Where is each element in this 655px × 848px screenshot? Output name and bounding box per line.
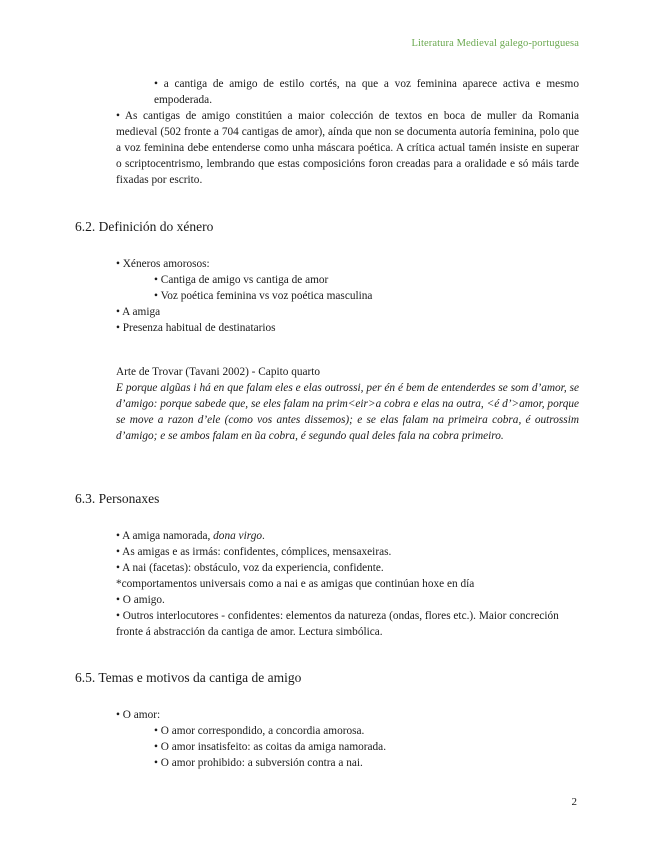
- list-item: • Outros interlocutores - confidentes: elementos da natureza (ondas, flores etc.). Maior concreción fronte á abstracción da cantiga de amor. Lectura simbólica.: [116, 610, 559, 638]
- section-6-2-list: [116, 256, 579, 336]
- page-number: 2: [571, 796, 577, 808]
- list-item: • O amigo.: [116, 594, 165, 606]
- section-6-5-list: [116, 707, 579, 771]
- list-item: • Presenza habitual de destinatarios: [116, 322, 276, 334]
- quote-text: E porque algũas i há en que falam eles e elas outrossi, per én é bem de entenderdes se som d’amor, se d’amigo: porque sabede que, se eles falam na prim<eir>a cobra e elas na outra, <é d’>amor, porque se move a razon d’ele (como vos antes dissemos); e se elas falam na primeira cobra, é outrossim d’amigo; e se ambos falam en ũa cobra, é segundo qual deles fala na cobra primeiro.: [116, 382, 579, 442]
- list-item: • O amor:: [116, 709, 161, 721]
- quote-block: [116, 364, 579, 444]
- list-item: • O amor correspondido, a concordia amorosa.: [154, 725, 365, 737]
- list-item: • Xéneros amorosos:: [116, 258, 210, 270]
- list-item: • O amor insatisfeito: as coitas da amiga namorada.: [154, 741, 387, 753]
- section-heading-6-3: 6.3. Personaxes: [75, 491, 160, 506]
- list-item: • As amigas e as irmás: confidentes, cómplices, mensaxeiras.: [116, 546, 392, 558]
- intro-block: [116, 76, 579, 188]
- list-item: • A nai (facetas): obstáculo, voz da experiencia, confidente.: [116, 562, 384, 574]
- intro-paragraph: • As cantigas de amigo constitúen a maior colección de textos en boca de muller da Romania medieval (502 fronte a 704 cantigas de amor), aínda que non se documenta autoría feminina, polo que a voz feminina debe entenderse como unha máscara poética. A crítica actual tamén insiste en superar o scriptocentrismo, lembrando que estas composicións foron creadas para a oralidade e só máis tarde fixadas por escrito.: [116, 110, 579, 186]
- list-item: [116, 528, 579, 544]
- list-item: • O amor prohibido: a subversión contra a nai.: [154, 757, 363, 769]
- section-heading-6-5: 6.5. Temas e motivos da cantiga de amigo: [75, 670, 302, 685]
- list-item-text: • A amiga namorada,: [116, 530, 214, 542]
- quote-title: Arte de Trovar (Tavani 2002) - Capito quarto: [116, 366, 321, 378]
- section-heading-6-2: 6.2. Definición do xénero: [75, 219, 214, 234]
- list-item: • Voz poética feminina vs voz poética masculina: [154, 290, 373, 302]
- running-header: Literatura Medieval galego-portuguesa: [411, 38, 579, 49]
- intro-sub-bullet: • a cantiga de amigo de estilo cortés, na que a voz feminina aparece activa e mesmo empoderada.: [154, 78, 579, 106]
- section-6-3-list: [116, 528, 579, 640]
- list-item-italic: dona virgo: [213, 530, 262, 542]
- list-item-end: .: [262, 530, 265, 542]
- list-note: *comportamentos universais como a nai e as amigas que continúan hoxe en día: [116, 578, 475, 590]
- list-item: • Cantiga de amigo vs cantiga de amor: [154, 274, 329, 286]
- list-item: • A amiga: [116, 306, 161, 318]
